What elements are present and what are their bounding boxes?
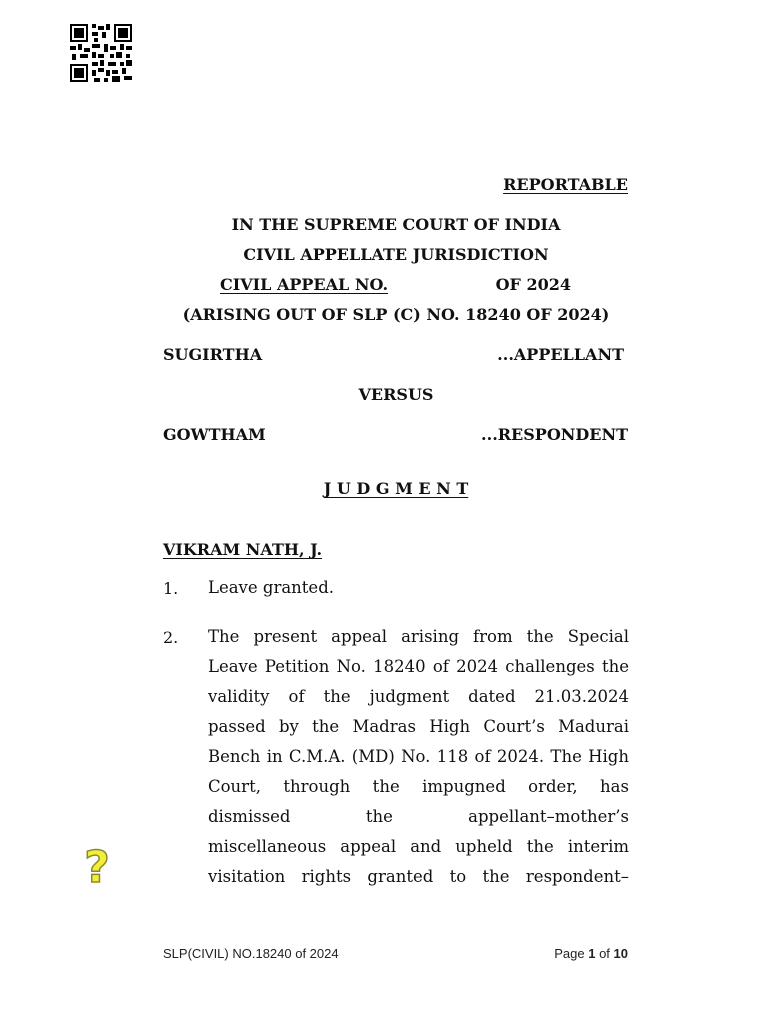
arising-out-of: (ARISING OUT OF SLP (C) NO. 18240 OF 2024)	[182, 305, 610, 324]
appellant-name: SUGIRTHA	[163, 345, 263, 364]
respondent-role: ...RESPONDENT	[481, 425, 628, 444]
paragraph-2-line: miscellaneous appeal and upheld the interim	[208, 837, 629, 856]
reportable-label: REPORTABLE	[503, 175, 628, 194]
paragraph-2-line: visitation rights granted to the respondent–	[208, 867, 629, 886]
paragraph-1-line: Leave granted.	[208, 578, 335, 597]
appeal-number	[220, 275, 571, 294]
paragraph-1-number: 1.	[163, 579, 179, 598]
paragraph-2-line: passed by the Madras High Court’s Madurai	[208, 717, 629, 736]
page-label: Page	[554, 946, 585, 961]
page-of: of	[599, 946, 610, 961]
page-total: 10	[613, 946, 628, 961]
appeal-number-label: CIVIL APPEAL NO.	[220, 275, 389, 294]
jurisdiction-title: CIVIL APPELLATE JURISDICTION	[243, 245, 549, 264]
paragraph-1-body	[208, 573, 629, 603]
footer-case-ref: SLP(CIVIL) NO.18240 of 2024	[163, 946, 339, 961]
svg-text:?: ?	[84, 842, 110, 888]
paragraph-2-line: Leave Petition No. 18240 of 2024 challenges the	[208, 657, 629, 676]
respondent-name: GOWTHAM	[163, 425, 266, 444]
paragraph-2-number: 2.	[163, 628, 179, 647]
paragraph-2-line: The present appeal arising from the Special	[208, 627, 629, 646]
footer-page-number	[554, 946, 628, 961]
versus-label: VERSUS	[358, 385, 434, 404]
judge-name: VIKRAM NATH, J.	[163, 540, 323, 559]
paragraph-2-body	[208, 622, 629, 892]
paragraph-2-line: Court, through the impugned order, has	[208, 777, 629, 796]
paragraph-2-line: dismissed the appellant–mother’s	[208, 807, 629, 826]
appellant-role: ...APPELLANT	[497, 345, 624, 364]
judgment-title: J U D G M E N T	[323, 479, 469, 498]
question-mark-icon[interactable]	[80, 842, 114, 888]
paragraph-2-line: validity of the judgment dated 21.03.2024	[208, 687, 629, 706]
qr-code-icon	[70, 24, 132, 82]
paragraph-2-line: Bench in C.M.A. (MD) No. 118 of 2024. The High	[208, 747, 629, 766]
court-title: IN THE SUPREME COURT OF INDIA	[231, 215, 561, 234]
page-current: 1	[588, 946, 596, 961]
appeal-year: OF 2024	[495, 275, 571, 294]
